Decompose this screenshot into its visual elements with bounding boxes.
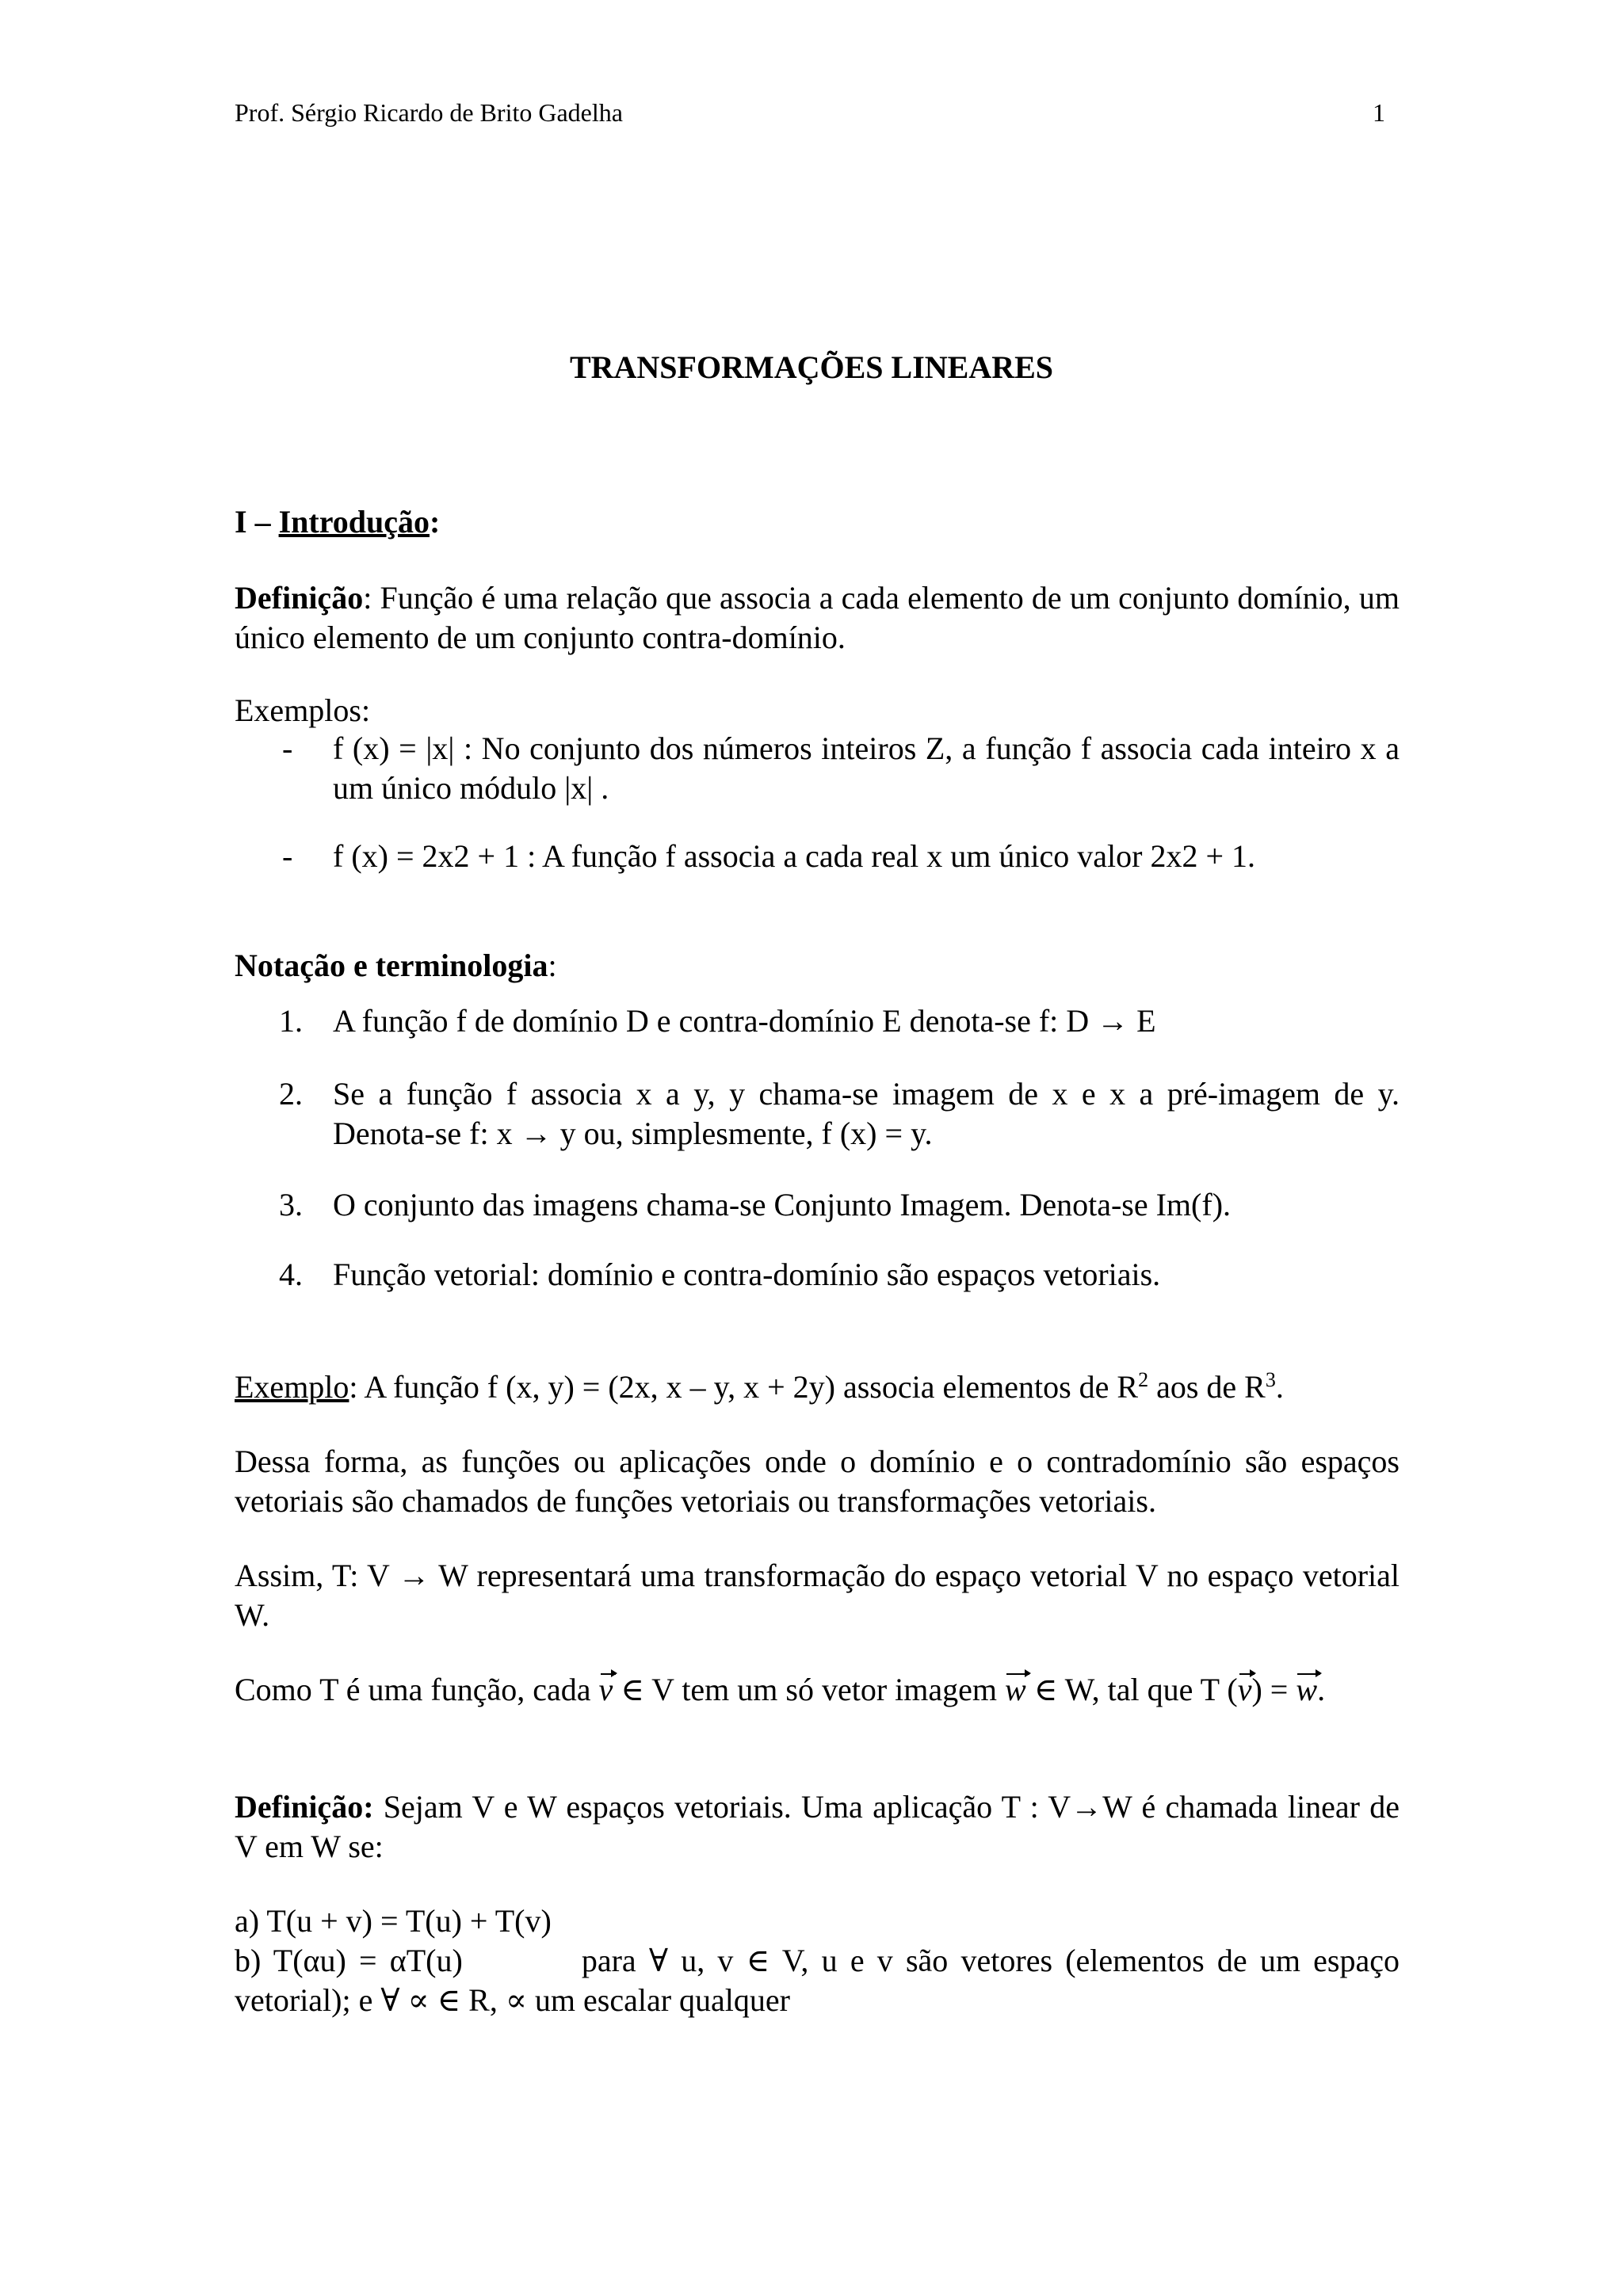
definition-label: Definição:	[235, 1789, 374, 1825]
vector-v: v	[599, 1670, 613, 1710]
section-prefix: I –	[235, 504, 279, 540]
list-item-text: f (x) = 2x2 + 1 : A função f associa a cada real x um único valor 2x2 + 1.	[333, 838, 1256, 874]
vector-paragraph	[235, 1670, 1400, 1710]
paragraph: Assim, T: V → W representará uma transformação do espaço vetorial V no espaço vetorial W.	[235, 1558, 1400, 1633]
numbered-item	[279, 1255, 1400, 1295]
item-text: O conjunto das imagens chama-se Conjunto Imagem. Denota-se Im(f).	[333, 1187, 1232, 1222]
section-heading-text: Introdução	[278, 504, 430, 540]
definition-text: Sejam V e W espaços vetoriais. Uma aplicação T : V→W é chamada linear de V em W se:	[235, 1789, 1400, 1864]
definition-label: Definição	[235, 580, 364, 616]
section-suffix: :	[430, 504, 441, 540]
list-item-text: f (x) = |x| : No conjunto dos números inteiros Z, a função f associa cada inteiro x a um único módulo |x| .	[333, 730, 1400, 806]
item-text: A função f de domínio D e contra-domínio E denota-se f: D → E	[333, 1003, 1156, 1039]
example-label: Exemplo	[235, 1369, 349, 1405]
item-number: 1.	[279, 1003, 303, 1039]
header-author: Prof. Sérgio Ricardo de Brito Gadelha	[235, 98, 623, 127]
item-number: 3.	[279, 1187, 303, 1222]
item-text: Função vetorial: domínio e contra-domínio são espaços vetoriais.	[333, 1257, 1161, 1292]
example-text: .	[1275, 1369, 1284, 1405]
paragraph-text: ) =	[1251, 1672, 1296, 1707]
numbered-item	[279, 1074, 1400, 1154]
property-b-text: para ∀ u, v ∈ V, u e v são vetores (elementos de um espaço vetorial); e ∀ ∝ ∈ R, ∝ um escalar qualquer	[235, 1943, 1400, 2018]
vector-w: w	[1296, 1670, 1317, 1710]
notation-suffix: :	[548, 948, 557, 983]
page-title: TRANSFORMAÇÕES LINEARES	[569, 349, 1054, 385]
paragraph-text: ∈ W, tal que T (	[1025, 1672, 1238, 1707]
vector-w: w	[1005, 1670, 1026, 1710]
page-number: 1	[1373, 98, 1385, 127]
list-dash: -	[282, 838, 293, 874]
property-b-formula: b) T(αu) = αT(u)	[235, 1943, 463, 1978]
examples-label: Exemplos:	[235, 692, 371, 728]
definition-text: : Função é uma relação que associa a cada elemento de um conjunto domínio, um único elemento de um conjunto contra-domínio.	[235, 580, 1400, 655]
notation-label: Notação e terminologia	[235, 948, 548, 983]
example-paragraph	[235, 1367, 1400, 1407]
list-dash: -	[282, 730, 293, 766]
list-item	[282, 729, 1400, 808]
vector-v: v	[1238, 1670, 1252, 1710]
paragraph-text: ∈ V tem um só vetor imagem	[613, 1672, 1006, 1707]
superscript: 2	[1138, 1368, 1149, 1391]
property-a: a) T(u + v) = T(u) + T(v)	[235, 1903, 552, 1939]
paragraph-text: .	[1317, 1672, 1326, 1707]
paragraph-text: Como T é uma função, cada	[235, 1672, 599, 1707]
numbered-item	[279, 1185, 1400, 1225]
item-number: 2.	[279, 1076, 303, 1112]
superscript: 3	[1265, 1368, 1276, 1391]
property-b	[235, 1941, 1400, 2020]
paragraph: Dessa forma, as funções ou aplicações onde o domínio e o contradomínio são espaços vetoriais são chamados de funções vetoriais ou transformações vetoriais.	[235, 1444, 1400, 1519]
example-text: aos de R	[1148, 1369, 1266, 1405]
section-heading-introducao	[235, 502, 1400, 542]
example-text: : A função f (x, y) = (2x, x – y, x + 2y) associa elementos de R	[349, 1369, 1139, 1405]
notation-heading	[235, 946, 1400, 986]
list-item	[282, 837, 1400, 876]
definition-paragraph	[235, 1787, 1400, 1867]
item-number: 4.	[279, 1257, 303, 1292]
numbered-item	[279, 1001, 1400, 1041]
definition-paragraph	[235, 578, 1400, 658]
item-text: Se a função f associa x a y, y chama-se imagem de x e x a pré-imagem de y. Denota-se f: x → y ou, simplesmente, f (x) = y.	[333, 1076, 1400, 1151]
